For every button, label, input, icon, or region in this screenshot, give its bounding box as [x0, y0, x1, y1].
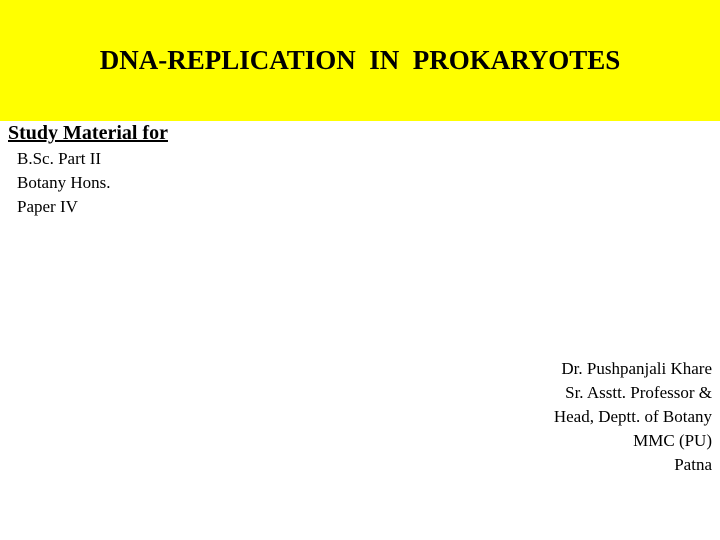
course-line-degree: B.Sc. Part II	[17, 149, 102, 168]
course-line-paper: Paper IV	[17, 197, 78, 216]
author-institution: MMC (PU)	[633, 431, 712, 450]
course-line-subject: Botany Hons.	[17, 173, 111, 192]
author-name: Dr. Pushpanjali Khare	[561, 359, 712, 378]
author-block	[554, 357, 712, 477]
study-material-heading: Study Material for	[8, 122, 168, 144]
author-city: Patna	[674, 455, 712, 474]
author-department: Head, Deptt. of Botany	[553, 407, 712, 426]
slide-title: DNA-REPLICATION IN PROKARYOTES	[99, 45, 621, 75]
author-designation: Sr. Asstt. Professor &	[565, 383, 712, 402]
title-band	[0, 0, 720, 121]
course-details	[17, 147, 111, 219]
